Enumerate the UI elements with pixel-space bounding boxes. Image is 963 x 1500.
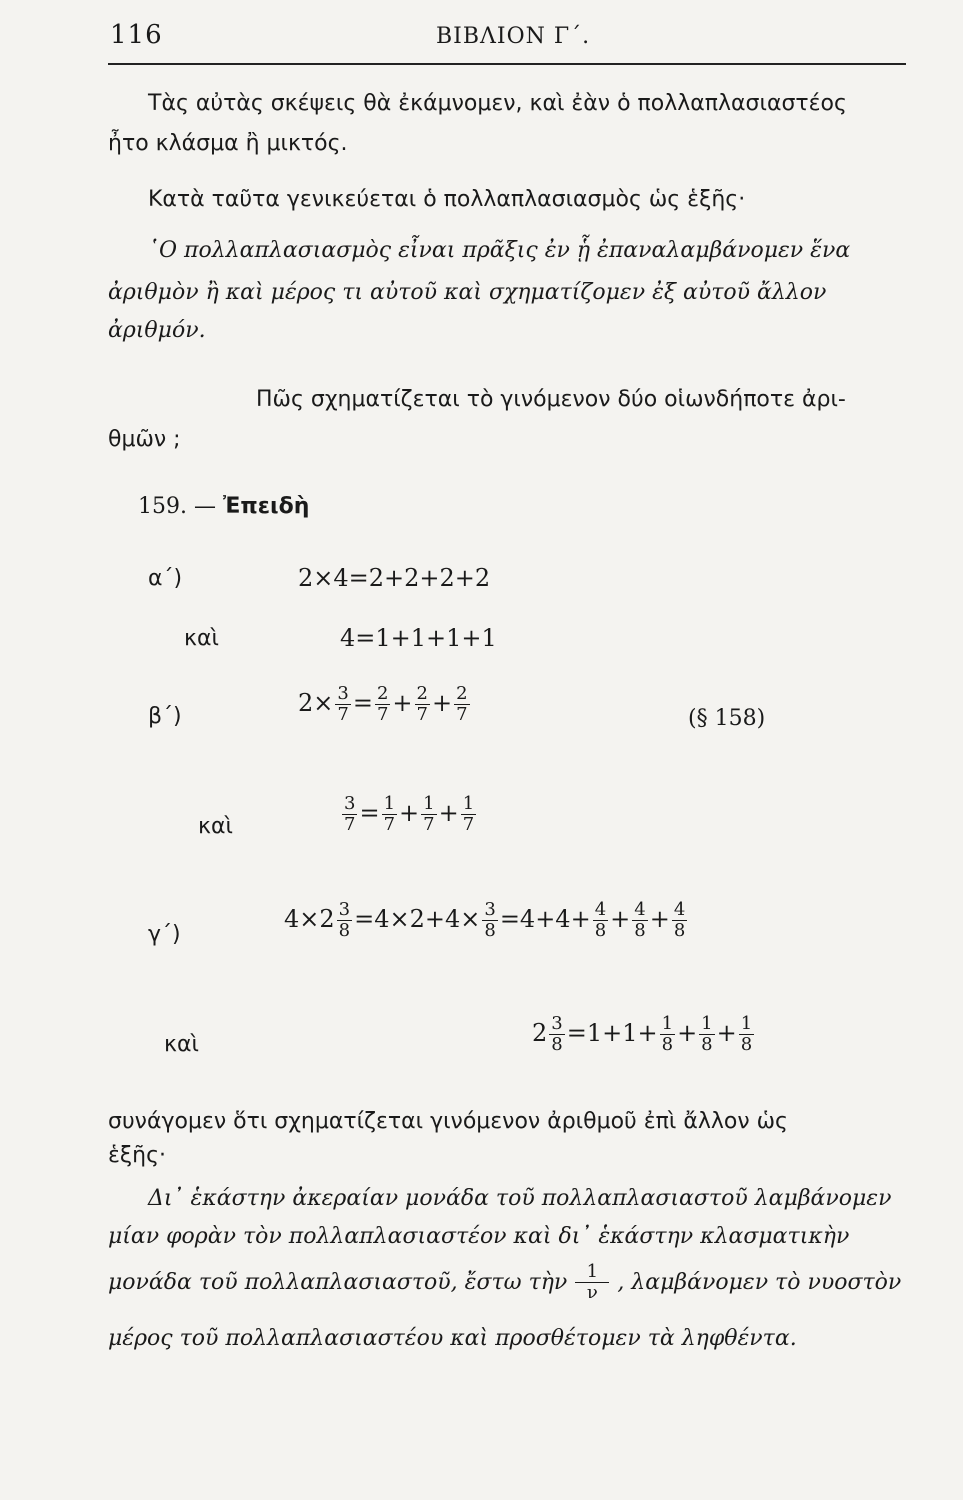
definition-line-3: ἀριθμόν. <box>108 318 206 343</box>
intro-line-1: Τὰς αὐτὰς σκέψεις θὰ ἐκάμνομεν, καὶ ἐὰν ὁ πολλαπλασιαστέος <box>148 91 847 116</box>
equation-a1: 2×4=2+2+2+2 <box>298 564 491 592</box>
section-word: Ἐπειδὴ <box>222 494 310 519</box>
section-number: 159. <box>138 494 187 519</box>
rule-line-4: μέρος τοῦ πολλαπλασιαστέου καὶ προσθέτομεν τὰ ληφθέντα. <box>108 1326 797 1351</box>
label-kai-a: καὶ <box>184 626 219 651</box>
reference-section-158: (§ 158) <box>688 706 766 731</box>
rule-line-1: Δι᾽ ἑκάστην ἀκεραίαν μονάδα τοῦ πολλαπλασιαστοῦ λαμβάνομεν <box>148 1186 892 1211</box>
definition-line-2: ἀριθμὸν ἢ καὶ μέρος τι αὐτοῦ καὶ σχηματίζομεν ἐξ αὐτοῦ ἄλλον <box>108 280 827 305</box>
label-gamma: γ΄) <box>148 922 181 947</box>
page-number: 116 <box>110 20 163 50</box>
rule-line-3: μονάδα τοῦ πολλαπλασιαστοῦ, ἔστω τὴν $\frac{1}{\nu}$ , λαμβάνομεν τὸ νυοστὸν <box>108 1261 902 1303</box>
label-beta: β΄) <box>148 704 182 729</box>
question-line-2: θμῶν ; <box>108 427 181 452</box>
question-line-1: Πῶς σχηματίζεται τὸ γινόμενον δύο οἱωνδήποτε ἀρι- <box>256 387 846 412</box>
equation-b2: $\frac{3}{7}$ = $\frac{1}{7}$ + $\frac{1}{7}$ + $\frac{1}{7}$ <box>344 793 475 835</box>
intro-line-2: ἦτο κλάσμα ἢ μικτός. <box>108 131 348 156</box>
section-heading <box>138 494 309 519</box>
definition-line-1: ῾Ο πολλαπλασιασμὸς εἶναι πρᾶξις ἐν ᾗ ἐπαναλαμβάνομεν ἕνα <box>148 238 851 263</box>
equation-c2: 2 $\frac{3}{8}$ =1+1+ $\frac{1}{8}$ + $\frac{1}{8}$ + $\frac{1}{8}$ <box>532 1013 753 1055</box>
conclusion-line-1: συνάγομεν ὅτι σχηματίζεται γινόμενον ἀριθμοῦ ἐπὶ ἄλλον ὡς <box>108 1109 788 1134</box>
equation-c1: 4×2 $\frac{3}{8}$ =4×2+4× $\frac{3}{8}$ =4+4+ $\frac{4}{8}$ + $\frac{4}{8}$ + $\frac{4}{8}$ <box>284 899 686 941</box>
label-kai-b: καὶ <box>198 814 233 839</box>
running-title: ΒΙΒΛΙΟΝ Γ΄. <box>436 24 591 49</box>
label-alpha: α΄) <box>148 566 183 591</box>
section-dash: — <box>193 494 216 519</box>
label-kai-c: καὶ <box>164 1032 199 1057</box>
intro-line-3: Κατὰ ταῦτα γενικεύεται ὁ πολλαπλασιασμὸς ὡς ἑξῆς· <box>148 187 746 212</box>
rule-line-2: μίαν φορὰν τὸν πολλαπλασιαστέον καὶ δι᾽ ἑκάστην κλασματικὴν <box>108 1224 850 1249</box>
equation-b1: 2× $\frac{3}{7}$ = $\frac{2}{7}$ + $\frac{2}{7}$ + $\frac{2}{7}$ <box>298 683 468 725</box>
conclusion-line-2: ἑξῆς· <box>108 1143 167 1168</box>
equation-a2: 4=1+1+1+1 <box>340 624 497 652</box>
header-rule <box>108 63 906 65</box>
